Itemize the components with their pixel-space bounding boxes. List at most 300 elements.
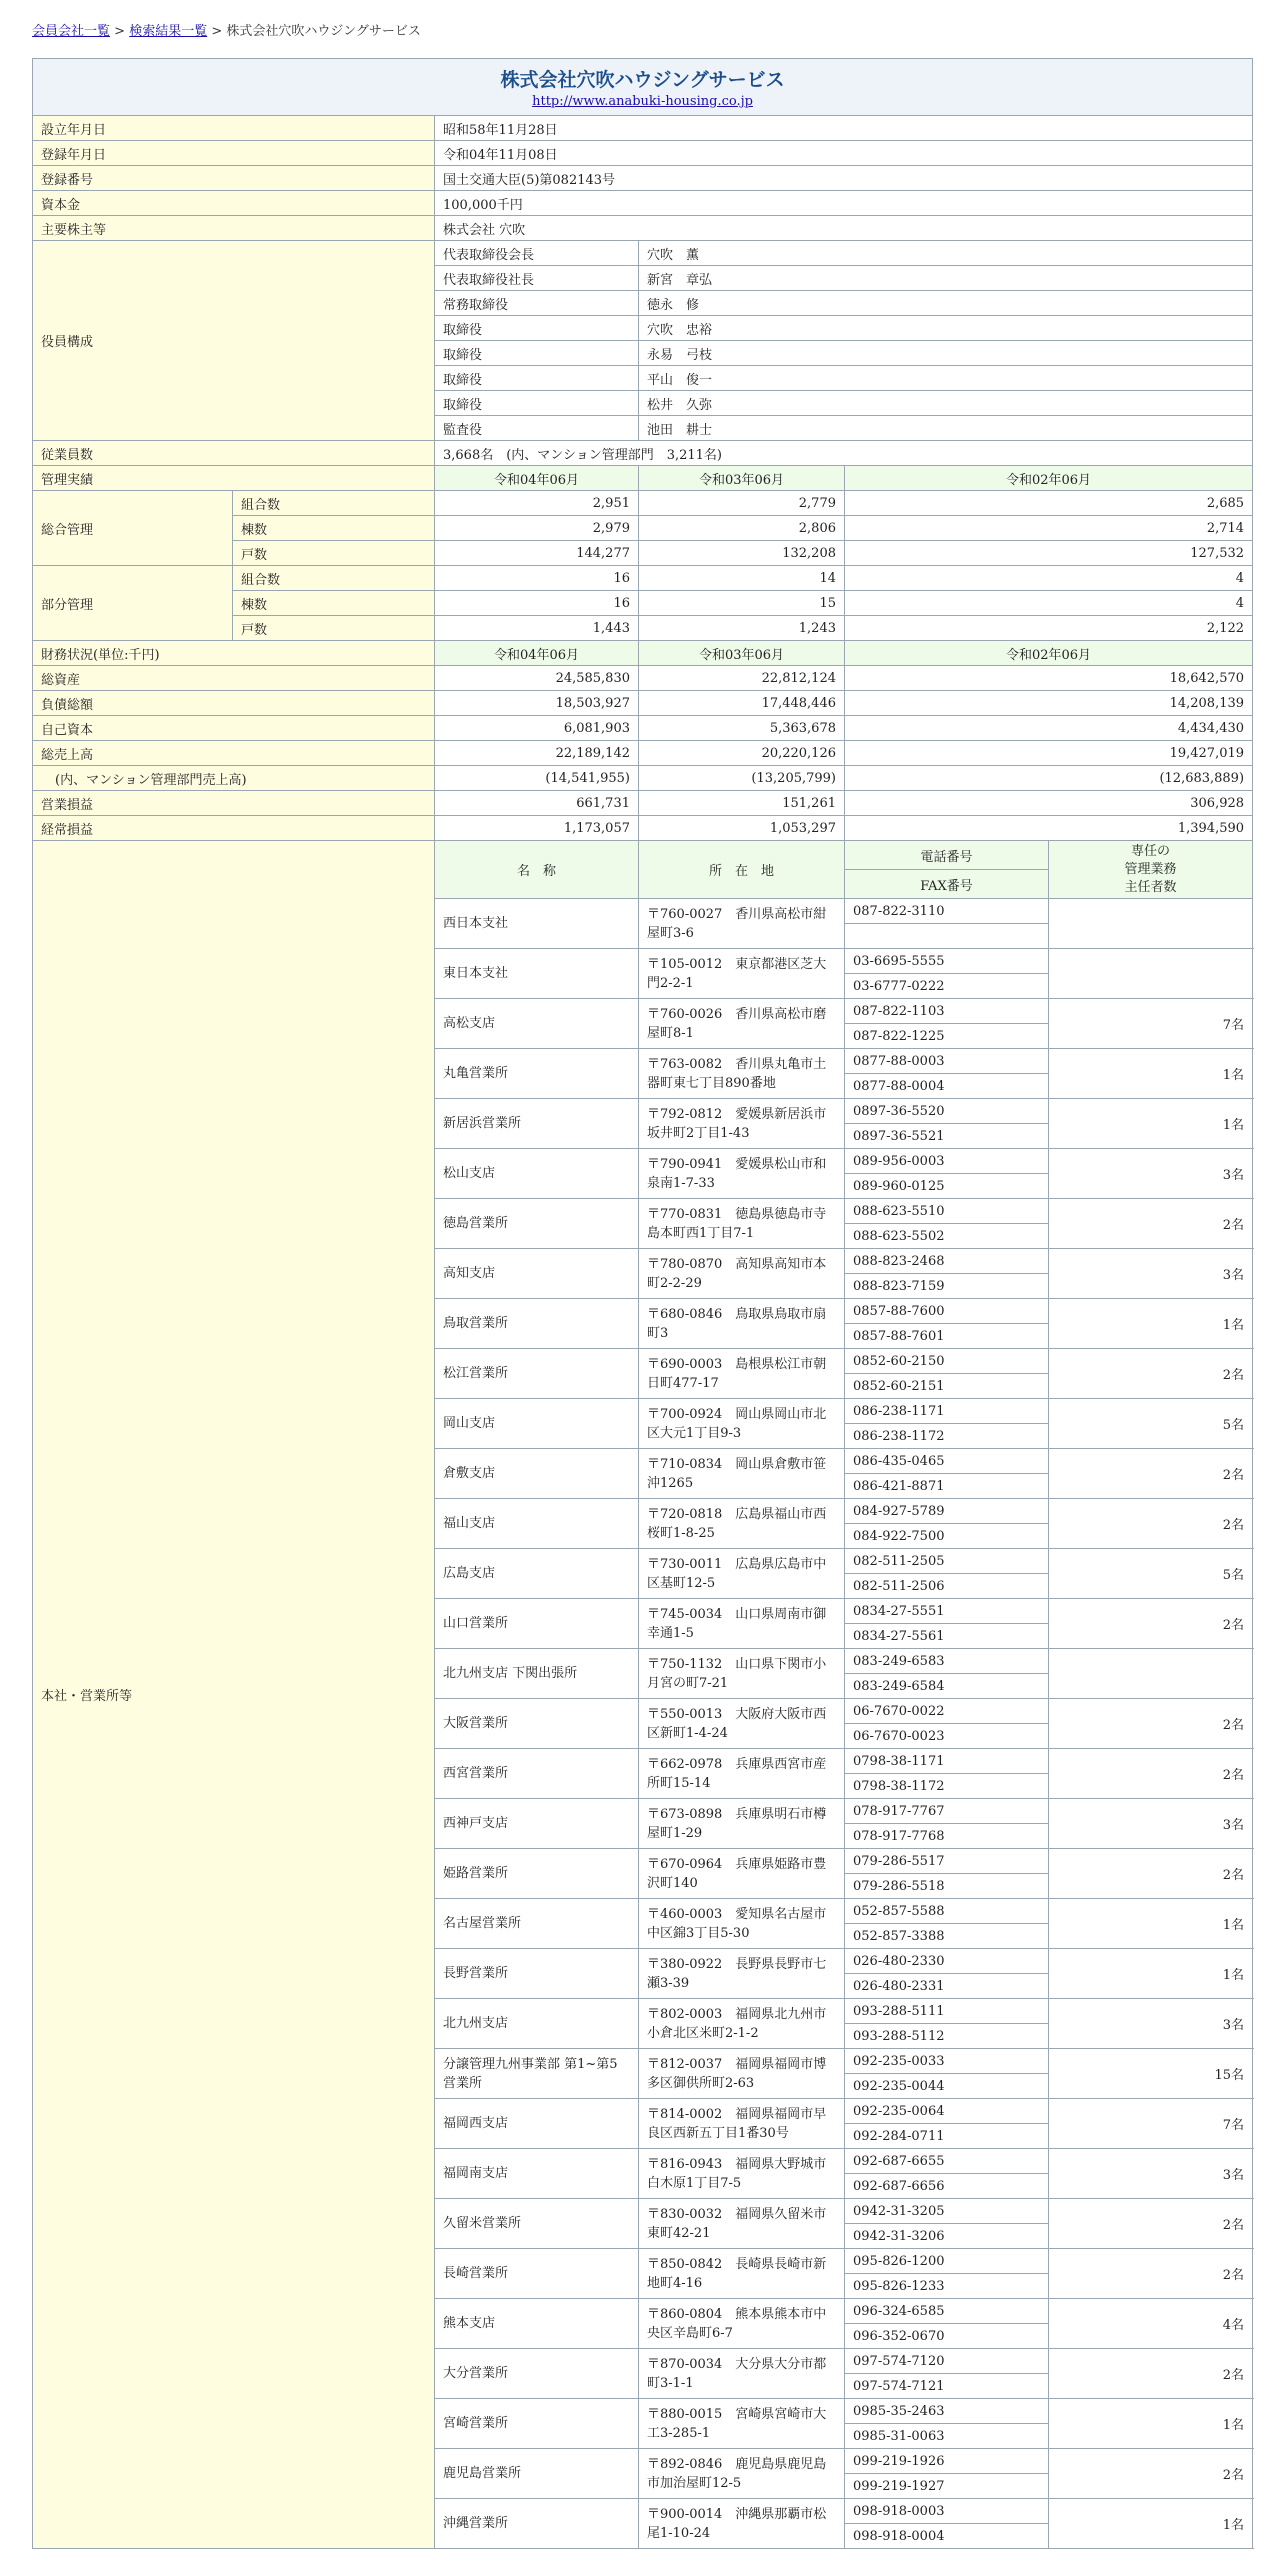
- branch-tel: 097-574-7120: [845, 2349, 1048, 2374]
- branch-tel: 089-956-0003: [845, 1149, 1048, 1174]
- finance-value: 19,427,019: [845, 741, 1253, 766]
- branch-tel: 087-822-1103: [845, 999, 1048, 1024]
- branch-phone-cell: [845, 1249, 1049, 1299]
- branch-tel: 099-219-1926: [845, 2449, 1048, 2474]
- branch-tel: 096-324-6585: [845, 2299, 1048, 2324]
- management-value: 127,532: [845, 541, 1253, 566]
- branch-phone-cell: [845, 1599, 1049, 1649]
- branch-fax: 087-822-1225: [853, 1028, 945, 1044]
- branch-phone-cell: [845, 1699, 1049, 1749]
- management-record-label: 管理実績: [33, 466, 435, 491]
- branch-phone-cell: [845, 1349, 1049, 1399]
- finance-row: [33, 716, 1253, 741]
- branch-tel: 0857-88-7600: [845, 1299, 1048, 1324]
- branch-address: 〒763-0082 香川県丸亀市土器町東七丁目890番地: [639, 1049, 845, 1099]
- branch-phone-cell: [845, 2399, 1049, 2449]
- branch-phone-table: [845, 1299, 1048, 1348]
- branch-address: 〒673-0898 兵庫県明石市樽屋町1-29: [639, 1799, 845, 1849]
- management-value: 1,243: [639, 616, 845, 641]
- management-value: 16: [435, 566, 639, 591]
- branch-phone-table: [845, 2399, 1048, 2448]
- field-label: 設立年月日: [33, 116, 435, 141]
- branch-phone-table: [845, 1899, 1048, 1948]
- branch-tel: 086-435-0465: [845, 1449, 1048, 1474]
- basic-info-row: [33, 116, 1253, 141]
- branch-fax: 097-574-7121: [853, 2378, 945, 2394]
- finance-metric-label: (内、マンション管理部門売上高): [33, 766, 435, 791]
- branch-manager-count: [1049, 899, 1253, 949]
- branch-name: 東日本支社: [435, 949, 639, 999]
- management-value: 1,443: [435, 616, 639, 641]
- branch-tel: 0834-27-5551: [845, 1599, 1048, 1624]
- branch-fax: 089-960-0125: [853, 1178, 945, 1194]
- branch-manager-count: [1049, 949, 1253, 999]
- branch-fax: 078-917-7768: [853, 1828, 945, 1844]
- branch-name-header: 名 称: [435, 841, 639, 899]
- branch-phone-cell: [845, 2299, 1049, 2349]
- branch-fax: 082-511-2506: [853, 1578, 945, 1594]
- branch-address: 〒662-0978 兵庫県西宮市産所町15-14: [639, 1749, 845, 1799]
- branch-phone-cell: [845, 2099, 1049, 2149]
- branch-fax: 026-480-2331: [853, 1978, 945, 1994]
- branch-phone-table: [845, 1199, 1048, 1248]
- management-metric-label: 組合数: [233, 491, 435, 516]
- branch-tel: 092-235-0033: [845, 2049, 1048, 2074]
- branch-manager-count: 1名: [1049, 2499, 1253, 2549]
- basic-info-row: [33, 166, 1253, 191]
- officer-name: 松井 久弥: [639, 391, 1253, 416]
- finance-value: 661,731: [435, 791, 639, 816]
- branch-manager-count: 5名: [1049, 1399, 1253, 1449]
- branch-address: 〒892-0846 鹿児島県鹿児島市加治屋町12-5: [639, 2449, 845, 2499]
- management-value: 2,122: [845, 616, 1253, 641]
- branch-name: 高松支店: [435, 999, 639, 1049]
- branch-address: 〒816-0943 福岡県大野城市白木原1丁目7-5: [639, 2149, 845, 2199]
- branch-manager-count: 2名: [1049, 1449, 1253, 1499]
- finance-value: 17,448,446: [639, 691, 845, 716]
- branch-phone-cell: [845, 2149, 1049, 2199]
- branch-phone-table: [845, 1549, 1048, 1598]
- branch-phone-table: [845, 2149, 1048, 2198]
- branch-manager-count: 2名: [1049, 1599, 1253, 1649]
- officer-role: 代表取締役社長: [435, 266, 639, 291]
- branches-label: 本社・営業所等: [33, 841, 435, 2549]
- branch-manager-count: 3名: [1049, 1249, 1253, 1299]
- officer-name: 徳永 修: [639, 291, 1253, 316]
- finance-value: 1,053,297: [639, 816, 845, 841]
- branch-fax: 098-918-0004: [853, 2528, 945, 2544]
- branch-name: 倉敷支店: [435, 1449, 639, 1499]
- branch-tel: 0985-35-2463: [845, 2399, 1048, 2424]
- branch-fax: 0985-31-0063: [853, 2428, 945, 2444]
- branch-tel: 084-927-5789: [845, 1499, 1048, 1524]
- finance-value: 151,261: [639, 791, 845, 816]
- basic-info-row: [33, 191, 1253, 216]
- officer-role: 取締役: [435, 366, 639, 391]
- branch-phone-table: [845, 2199, 1048, 2248]
- branch-phone-table: [845, 1099, 1048, 1148]
- branch-tel: 0798-38-1171: [845, 1749, 1048, 1774]
- branch-phone-table: [845, 999, 1048, 1048]
- branch-address: 〒760-0027 香川県高松市紺屋町3-6: [639, 899, 845, 949]
- branch-tel-header: 電話番号: [845, 841, 1049, 870]
- branch-manager-count: 2名: [1049, 1749, 1253, 1799]
- finance-value: 1,394,590: [845, 816, 1253, 841]
- branch-name: 久留米営業所: [435, 2199, 639, 2249]
- branch-fax: 0942-31-3206: [853, 2228, 945, 2244]
- branch-phone-cell: [845, 1849, 1049, 1899]
- breadcrumb-search-results-link[interactable]: 検索結果一覧: [129, 24, 208, 39]
- branch-fax: 095-826-1233: [853, 2278, 945, 2294]
- branch-address: 〒710-0834 岡山県倉敷市笹沖1265: [639, 1449, 845, 1499]
- finance-value: 24,585,830: [435, 666, 639, 691]
- finance-value: 22,189,142: [435, 741, 639, 766]
- branch-tel: 095-826-1200: [845, 2249, 1048, 2274]
- branch-name: 徳島営業所: [435, 1199, 639, 1249]
- company-detail-table: [32, 58, 1253, 2549]
- branch-phone-table: [845, 1999, 1048, 2048]
- management-value: 2,806: [639, 516, 845, 541]
- branch-name: 福岡南支店: [435, 2149, 639, 2199]
- branch-phone-table: [845, 1599, 1048, 1648]
- branch-tel: 06-7670-0022: [845, 1699, 1048, 1724]
- branch-phone-table: [845, 2049, 1048, 2098]
- branch-phone-table: [845, 2349, 1048, 2398]
- branch-address: 〒760-0026 香川県高松市磨屋町8-1: [639, 999, 845, 1049]
- management-metric-label: 棟数: [233, 516, 435, 541]
- branch-fax: 06-7670-0023: [853, 1728, 945, 1744]
- branch-name: 広島支店: [435, 1549, 639, 1599]
- branch-manager-count: 2名: [1049, 2249, 1253, 2299]
- field-value: 昭和58年11月28日: [435, 116, 1253, 141]
- branch-name: 北九州支店: [435, 1999, 639, 2049]
- branch-address: 〒730-0011 広島県広島市中区基町12-5: [639, 1549, 845, 1599]
- branch-name: 松江営業所: [435, 1349, 639, 1399]
- branch-manager-count: 4名: [1049, 2299, 1253, 2349]
- branch-address: 〒812-0037 福岡県福岡市博多区御供所町2-63: [639, 2049, 845, 2099]
- finance-metric-label: 営業損益: [33, 791, 435, 816]
- branch-name: 岡山支店: [435, 1399, 639, 1449]
- branch-tel: 098-918-0003: [845, 2499, 1048, 2524]
- branch-phone-table: [845, 1449, 1048, 1498]
- branch-fax: 092-235-0044: [853, 2078, 945, 2094]
- officer-role: 取締役: [435, 391, 639, 416]
- breadcrumb-separator: >: [211, 24, 223, 39]
- finance-metric-label: 自己資本: [33, 716, 435, 741]
- company-detail: [32, 58, 1252, 2549]
- branch-phone-table: [845, 2099, 1048, 2148]
- branch-name: 山口営業所: [435, 1599, 639, 1649]
- branch-name: 西宮営業所: [435, 1749, 639, 1799]
- branch-manager-count: 3名: [1049, 1999, 1253, 2049]
- branch-fax: 079-286-5518: [853, 1878, 945, 1894]
- branch-tel: 083-249-6583: [845, 1649, 1048, 1674]
- branch-tel: 078-917-7767: [845, 1799, 1048, 1824]
- branch-phone-table: [845, 2299, 1048, 2348]
- company-name-title: 株式会社穴吹ハウジングサービス: [500, 69, 785, 91]
- branch-manager-count: 1名: [1049, 1299, 1253, 1349]
- management-value: 14: [639, 566, 845, 591]
- field-label: 資本金: [33, 191, 435, 216]
- branch-phone-table: [845, 1649, 1048, 1698]
- branch-address: 〒870-0034 大分県大分市都町3-1-1: [639, 2349, 845, 2399]
- finance-value: 4,434,430: [845, 716, 1253, 741]
- branch-tel: 088-623-5510: [845, 1199, 1048, 1224]
- management-metric-label: 棟数: [233, 591, 435, 616]
- branch-manager-count: 1名: [1049, 2399, 1253, 2449]
- branch-phone-cell: [845, 2449, 1049, 2499]
- branch-fax: 099-219-1927: [853, 2478, 945, 2494]
- branch-name: 鹿児島営業所: [435, 2449, 639, 2499]
- finance-metric-label: 総売上高: [33, 741, 435, 766]
- branch-address: 〒700-0924 岡山県岡山市北区大元1丁目9-3: [639, 1399, 845, 1449]
- branch-name: 西神戸支店: [435, 1799, 639, 1849]
- branch-fax: 086-238-1172: [853, 1428, 945, 1444]
- branch-name: 新居浜営業所: [435, 1099, 639, 1149]
- branch-manager-count: 7名: [1049, 2099, 1253, 2149]
- branch-phone-cell: [845, 2349, 1049, 2399]
- management-value: 2,951: [435, 491, 639, 516]
- management-value: 15: [639, 591, 845, 616]
- branch-name: 沖縄営業所: [435, 2499, 639, 2549]
- officer-name: 穴吹 薫: [639, 241, 1253, 266]
- branch-phone-table: [845, 1249, 1048, 1298]
- branch-manager-count: 1名: [1049, 1949, 1253, 1999]
- period-header: 令和04年06月: [435, 641, 639, 666]
- branch-name: 長崎営業所: [435, 2249, 639, 2299]
- branch-manager-count: 2名: [1049, 1699, 1253, 1749]
- branch-tel: 0877-88-0003: [845, 1049, 1048, 1074]
- branch-fax: 052-857-3388: [853, 1928, 945, 1944]
- branch-fax: 092-284-0711: [853, 2128, 945, 2144]
- branch-manager-count: 2名: [1049, 2449, 1253, 2499]
- finance-value: (13,205,799): [639, 766, 845, 791]
- branch-manager-count: 2名: [1049, 2349, 1253, 2399]
- branch-address: 〒802-0003 福岡県北九州市小倉北区米町2-1-2: [639, 1999, 845, 2049]
- branch-name: 大分営業所: [435, 2349, 639, 2399]
- finance-metric-label: 負債総額: [33, 691, 435, 716]
- branch-manager-count: [1049, 1649, 1253, 1699]
- branch-phone-table: [845, 1049, 1048, 1098]
- branch-fax: 088-823-7159: [853, 1278, 945, 1294]
- branch-address: 〒830-0032 福岡県久留米市東町42-21: [639, 2199, 845, 2249]
- branch-phone-table: [845, 1949, 1048, 1998]
- branch-name: 宮崎営業所: [435, 2399, 639, 2449]
- management-group-label: 部分管理: [33, 566, 233, 641]
- management-value: 132,208: [639, 541, 845, 566]
- branch-phone-cell: [845, 1099, 1049, 1149]
- branch-fax: 0897-36-5521: [853, 1128, 945, 1144]
- branch-manager-count: 3名: [1049, 1799, 1253, 1849]
- branch-fax: 086-421-8871: [853, 1478, 945, 1494]
- branch-name: 大阪営業所: [435, 1699, 639, 1749]
- branch-phone-cell: [845, 1299, 1049, 1349]
- branch-tel: 0852-60-2150: [845, 1349, 1048, 1374]
- management-metric-label: 組合数: [233, 566, 435, 591]
- finance-value: 14,208,139: [845, 691, 1253, 716]
- branch-phone-table: [845, 1349, 1048, 1398]
- branch-address: 〒770-0831 徳島県徳島市寺島本町西1丁目7-1: [639, 1199, 845, 1249]
- company-website-link[interactable]: http://www.anabuki-housing.co.jp: [532, 94, 753, 109]
- branch-name: 分譲管理九州事業部 第1~第5営業所: [435, 2049, 639, 2099]
- branch-address: 〒780-0870 高知県高知市本町2-2-29: [639, 1249, 845, 1299]
- branch-address: 〒814-0002 福岡県福岡市早良区西新五丁目1番30号: [639, 2099, 845, 2149]
- finance-metric-label: 総資産: [33, 666, 435, 691]
- branch-fax: 0877-88-0004: [853, 1078, 945, 1094]
- finance-value: 6,081,903: [435, 716, 639, 741]
- branch-fax: 088-623-5502: [853, 1228, 945, 1244]
- officer-name: 平山 俊一: [639, 366, 1253, 391]
- branch-address-header: 所 在 地: [639, 841, 845, 899]
- branch-manager-count: 5名: [1049, 1549, 1253, 1599]
- branch-tel: 0897-36-5520: [845, 1099, 1048, 1124]
- branch-address: 〒850-0842 長崎県長崎市新地町4-16: [639, 2249, 845, 2299]
- finance-value: 18,642,570: [845, 666, 1253, 691]
- branch-name: 姫路営業所: [435, 1849, 639, 1899]
- branch-tel: 0942-31-3205: [845, 2199, 1048, 2224]
- branch-tel: 093-288-5111: [845, 1999, 1048, 2024]
- branch-manager-count: 2名: [1049, 1849, 1253, 1899]
- branch-phone-table: [845, 1849, 1048, 1898]
- branch-phone-cell: [845, 1049, 1049, 1099]
- finance-row: [33, 741, 1253, 766]
- officer-row: [33, 241, 1253, 266]
- branch-address: 〒380-0922 長野県長野市七瀬3-39: [639, 1949, 845, 1999]
- branch-fax: 083-249-6584: [853, 1678, 945, 1694]
- management-value: 2,685: [845, 491, 1253, 516]
- period-header: 令和03年06月: [639, 466, 845, 491]
- branch-address: 〒750-1132 山口県下関市小月宮の町7-21: [639, 1649, 845, 1699]
- branch-address: 〒460-0003 愛知県名古屋市中区錦3丁目5-30: [639, 1899, 845, 1949]
- management-value: 4: [845, 566, 1253, 591]
- management-value: 2,779: [639, 491, 845, 516]
- breadcrumb-current: 株式会社穴吹ハウジングサービス: [226, 24, 421, 39]
- branch-address: 〒720-0818 広島県福山市西桜町1-8-25: [639, 1499, 845, 1549]
- branch-fax-header: FAX番号: [845, 870, 1049, 899]
- breadcrumb-member-list-link[interactable]: 会員会社一覧: [32, 24, 111, 39]
- branch-phone-cell: [845, 2199, 1049, 2249]
- branch-address: 〒550-0013 大阪府大阪市西区新町1-4-24: [639, 1699, 845, 1749]
- branch-manager-count: 15名: [1049, 2049, 1253, 2099]
- management-value: 4: [845, 591, 1253, 616]
- management-metric-label: 戸数: [233, 541, 435, 566]
- branch-address: 〒680-0846 鳥取県鳥取市扇町3: [639, 1299, 845, 1349]
- period-header: 令和02年06月: [845, 641, 1253, 666]
- finance-row: [33, 666, 1253, 691]
- branch-name: 熊本支店: [435, 2299, 639, 2349]
- officer-name: 穴吹 忠裕: [639, 316, 1253, 341]
- branch-manager-count: 1名: [1049, 1049, 1253, 1099]
- officer-role: 代表取締役会長: [435, 241, 639, 266]
- branch-address: 〒792-0812 愛媛県新居浜市坂井町2丁目1-43: [639, 1099, 845, 1149]
- branch-phone-cell: [845, 2499, 1049, 2549]
- management-value: 144,277: [435, 541, 639, 566]
- branch-tel: 082-511-2505: [845, 1549, 1048, 1574]
- field-value: 100,000千円: [435, 191, 1253, 216]
- branch-fax: 0834-27-5561: [853, 1628, 945, 1644]
- branch-phone-cell: [845, 949, 1049, 999]
- finance-value: (12,683,889): [845, 766, 1253, 791]
- basic-info-row: [33, 141, 1253, 166]
- branch-name: 松山支店: [435, 1149, 639, 1199]
- branch-fax: 0852-60-2151: [853, 1378, 945, 1394]
- branch-phone-cell: [845, 1199, 1049, 1249]
- breadcrumb-separator: >: [114, 24, 126, 39]
- company-header: [33, 59, 1253, 116]
- branch-tel: 079-286-5517: [845, 1849, 1048, 1874]
- branch-phone-cell: [845, 1649, 1049, 1699]
- branch-phone-table: [845, 2499, 1048, 2548]
- branch-tel: 052-857-5588: [845, 1899, 1048, 1924]
- finance-value: 20,220,126: [639, 741, 845, 766]
- branch-manager-count: 3名: [1049, 2149, 1253, 2199]
- management-row: [33, 566, 1253, 591]
- branch-phone-cell: [845, 1899, 1049, 1949]
- field-label: 主要株主等: [33, 216, 435, 241]
- finance-value: 1,173,057: [435, 816, 639, 841]
- branch-tel: 026-480-2330: [845, 1949, 1048, 1974]
- finance-row: [33, 691, 1253, 716]
- branch-name: 鳥取営業所: [435, 1299, 639, 1349]
- branch-phone-table: [845, 1749, 1048, 1798]
- branch-manager-count: 1名: [1049, 1099, 1253, 1149]
- branch-phone-table: [845, 2249, 1048, 2298]
- branch-phone-table: [845, 1399, 1048, 1448]
- branch-address: 〒900-0014 沖縄県那覇市松尾1-10-24: [639, 2499, 845, 2549]
- branch-address: 〒690-0003 島根県松江市朝日町477-17: [639, 1349, 845, 1399]
- branch-phone-table: [845, 1699, 1048, 1748]
- management-value: 16: [435, 591, 639, 616]
- employees-label: 従業員数: [33, 441, 435, 466]
- branch-address: 〒745-0034 山口県周南市御幸通1-5: [639, 1599, 845, 1649]
- finance-label: 財務状況(単位:千円): [33, 641, 435, 666]
- branch-name: 西日本支社: [435, 899, 639, 949]
- branch-phone-table: [845, 949, 1048, 998]
- branch-fax: 0798-38-1172: [853, 1778, 945, 1794]
- branch-phone-table: [845, 1799, 1048, 1848]
- field-label: 登録年月日: [33, 141, 435, 166]
- branch-tel: 092-235-0064: [845, 2099, 1048, 2124]
- branch-tel: 087-822-3110: [845, 899, 1048, 924]
- branch-phone-cell: [845, 1399, 1049, 1449]
- branch-phone-table: [845, 2449, 1048, 2498]
- branch-phone-cell: [845, 1499, 1049, 1549]
- branch-phone-cell: [845, 899, 1049, 949]
- branch-address: 〒670-0964 兵庫県姫路市豊沢町140: [639, 1849, 845, 1899]
- branch-phone-table: [845, 1499, 1048, 1548]
- branch-address: 〒880-0015 宮崎県宮崎市大工3-285-1: [639, 2399, 845, 2449]
- finance-metric-label: 経常損益: [33, 816, 435, 841]
- basic-info-row: [33, 216, 1253, 241]
- branch-name: 長野営業所: [435, 1949, 639, 1999]
- period-header: 令和03年06月: [639, 641, 845, 666]
- period-header: 令和04年06月: [435, 466, 639, 491]
- finance-row: [33, 766, 1253, 791]
- branch-fax: [845, 924, 1048, 949]
- branch-name: 福岡西支店: [435, 2099, 639, 2149]
- branch-manager-count: 7名: [1049, 999, 1253, 1049]
- finance-row: [33, 791, 1253, 816]
- management-value: 2,979: [435, 516, 639, 541]
- branch-manager-count: 2名: [1049, 1199, 1253, 1249]
- branch-name: 丸亀営業所: [435, 1049, 639, 1099]
- branch-phone-table: [845, 1149, 1048, 1198]
- branch-phone-cell: [845, 1749, 1049, 1799]
- field-value: 国土交通大臣(5)第082143号: [435, 166, 1253, 191]
- branch-phone-cell: [845, 1449, 1049, 1499]
- branch-fax: 0857-88-7601: [853, 1328, 945, 1344]
- officer-role: 取締役: [435, 341, 639, 366]
